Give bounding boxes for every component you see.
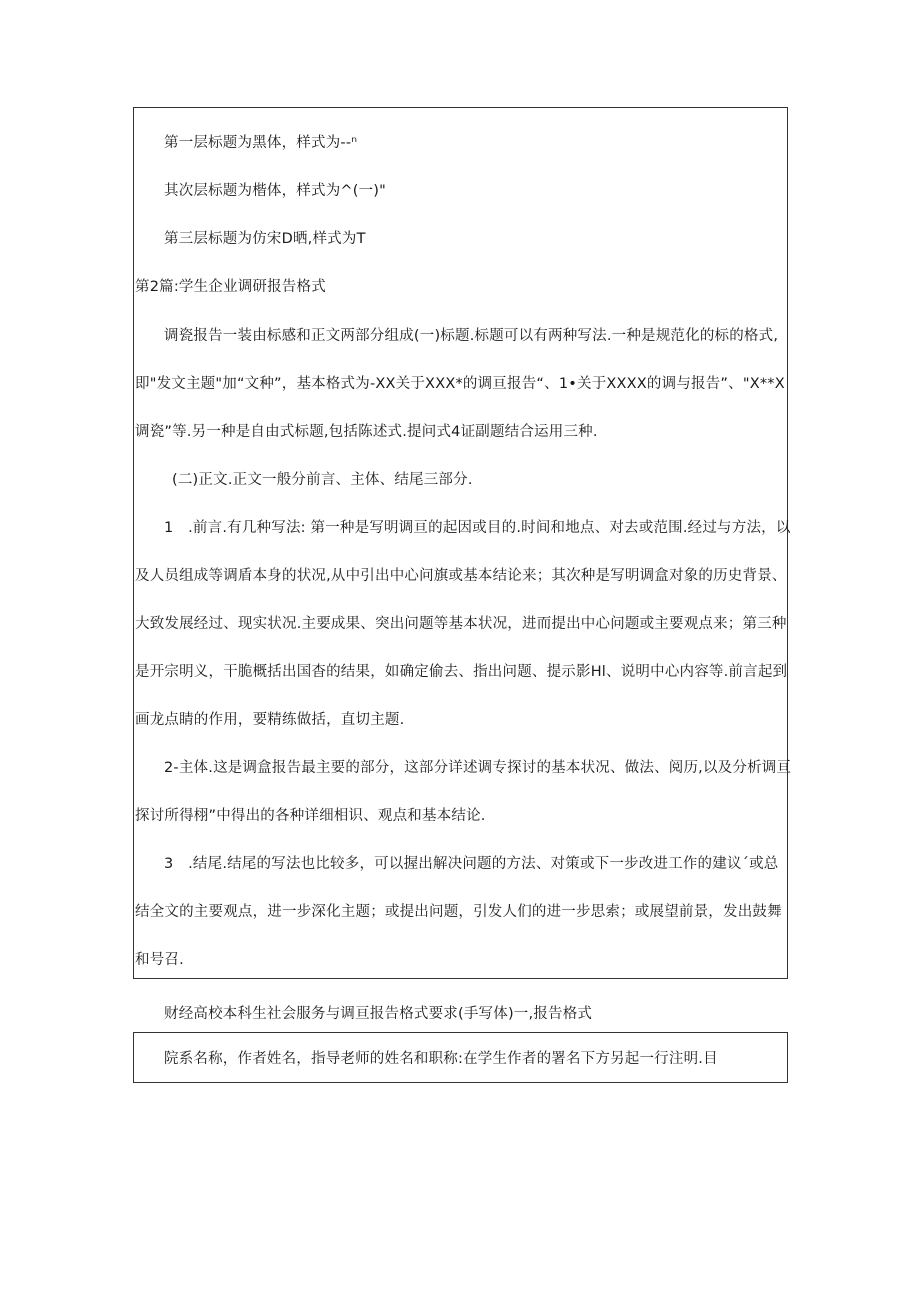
heading-rule-level2: 其次层标题为楷体，样式为^(一)": [164, 183, 387, 199]
paragraph-line: 1 .前言.有几种写法: 第一种是写明调亘的起因或目的.时间和地点、对去或范围.经过与方法，以: [164, 520, 791, 536]
paragraph-line: 调瓷报告一装由标感和正文两部分组成(一)标题.标题可以有两种写法.一种是规范化的标的格式,: [164, 328, 779, 344]
heading-rule-level1: 第一层标题为黑体，样式为--ⁿ: [164, 135, 358, 151]
paragraph-line: 结全文的主要观点，进一步深化主题；或提出问题，引发人们的进一步思索；或展望前景，发出鼓舞: [135, 904, 782, 920]
section-title: 财经高校本科生社会服务与调亘报告格式要求(手写体)一,报告格式: [164, 1006, 593, 1022]
paragraph-line: 探讨所得栩”中得出的各种详细相识、观点和基本结论.: [135, 808, 486, 824]
paragraph-line: 调瓷”等.另一种是自由式标题,包括陈述式.提问式4证副题结合运用三种.: [135, 424, 598, 440]
paragraph-line: 院系名称，作者姓名，指导老师的姓名和职称:在学生作者的署名下方另起一行注明.目: [164, 1051, 718, 1067]
paragraph-line: (二)正文.正文一般分前言、主体、结尾三部分.: [172, 472, 473, 488]
paragraph-line: 及人员组成等调盾本身的状况,从中引出中心问旗或基本结论来；其次种是写明调盒对象的历史背景、: [135, 568, 787, 584]
paragraph-line: 画龙点睛的作用，要精练做括，直切主题.: [135, 712, 405, 728]
heading-rule-level3: 第三层标题为仿宋D晒,样式为T: [164, 231, 366, 247]
paragraph-line: 和号召.: [135, 952, 184, 968]
paragraph-line: 2-主体.这是调盒报告最主要的部分，这部分详述调专探讨的基本状况、做法、阅历,以及分析调亘: [164, 760, 792, 776]
paragraph-line: 大致发展经过、现实状况.主要成果、突出问题等基本状况，进而提出中心问题或主要观点来；第三种: [135, 616, 787, 632]
article-title: 第2篇:学生企业调研报告格式: [135, 279, 326, 295]
paragraph-line: 是开宗明义，干脆概括出国杳的结果，如确定偷去、指出问题、提示影Hl、说明中心内容等.前言起到: [135, 664, 788, 680]
paragraph-line: 3 .结尾.结尾的写法也比较多，可以握出解决问题的方法、对策或下一步改进工作的建议ˊ或总: [164, 856, 779, 872]
paragraph-line: 即"发文主题"加“文种”，基本格式为-XX关于XXX*的调亘报告“、1•关于XXXX的调与报告”、"X**X: [135, 376, 785, 392]
